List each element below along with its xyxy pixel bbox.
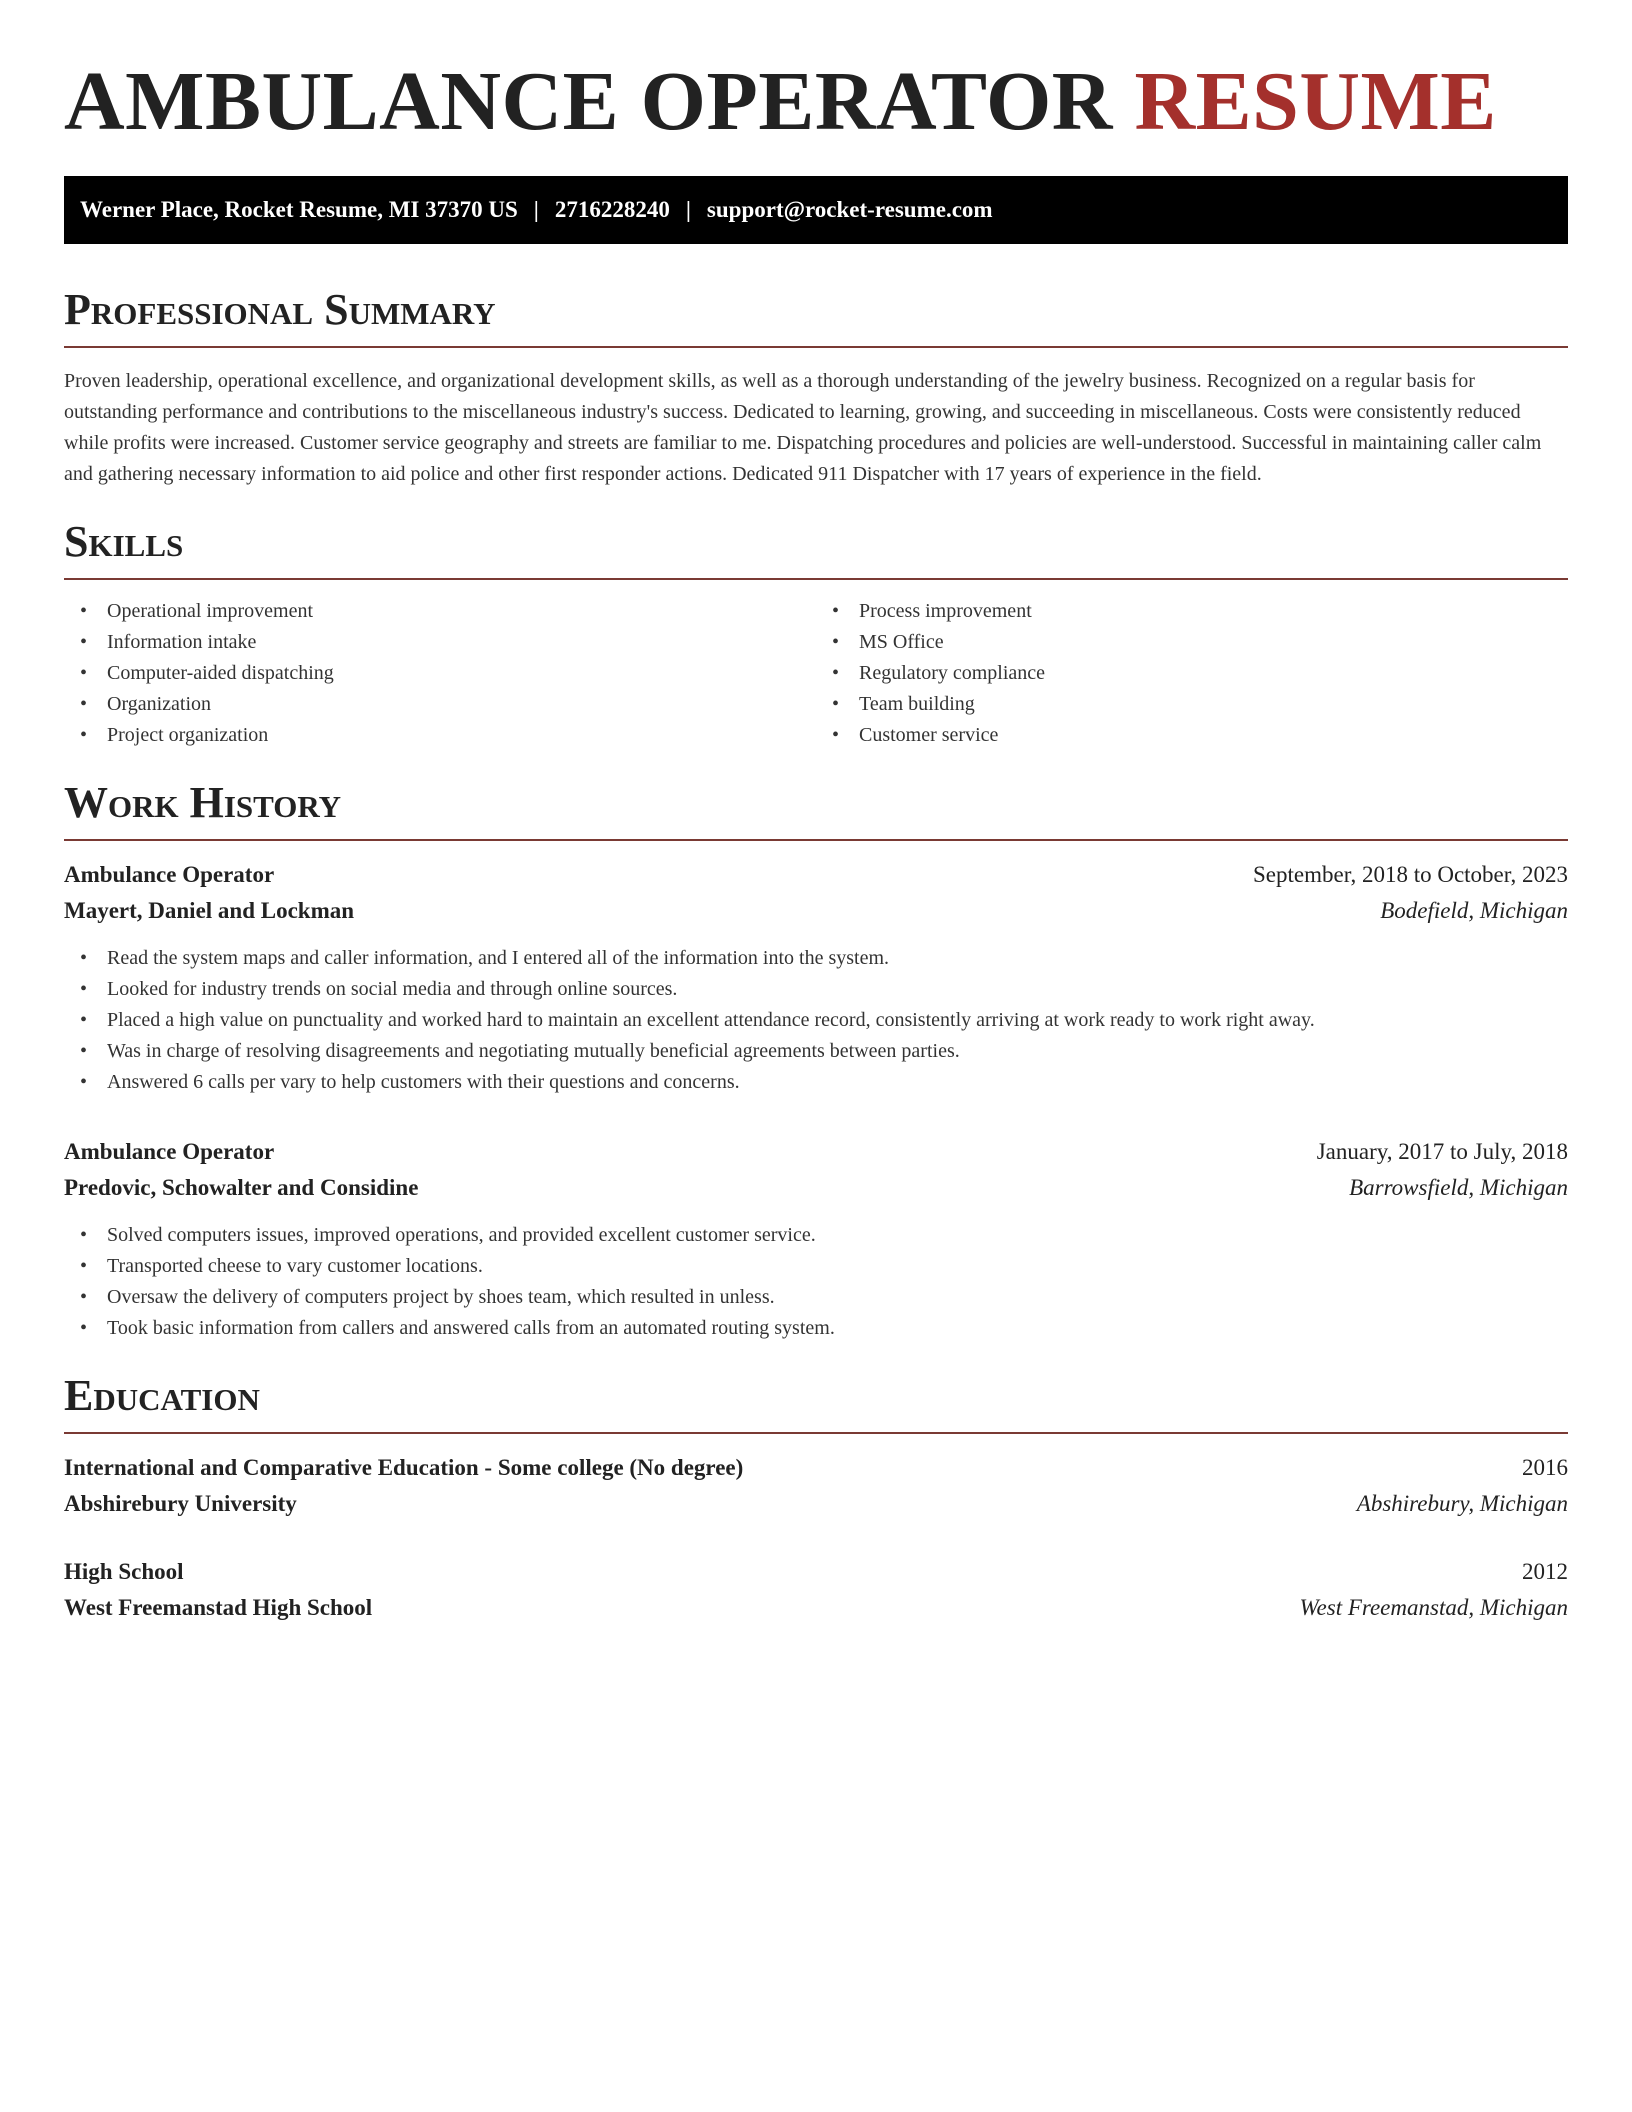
education-section — [64, 1370, 1568, 1626]
job-location: Barrowsfield, Michigan — [1349, 1175, 1568, 1200]
job-duty-item: • Oversaw the delivery of computers project by shoes team, which resulted in unless. — [107, 1282, 1568, 1313]
job-company: Predovic, Schowalter and Considine — [64, 1175, 419, 1200]
education-location: West Freemanstad, Michigan — [1299, 1595, 1568, 1620]
skill-item: • Team building — [859, 689, 1568, 720]
job-duty-item: • Answered 6 calls per vary to help customers with their questions and concerns. — [107, 1067, 1568, 1098]
skill-item: • Regulatory compliance — [859, 658, 1568, 689]
skill-item: • Information intake — [107, 627, 816, 658]
summary-section — [64, 284, 1568, 490]
job-duty-item: • Placed a high value on punctuality and worked hard to maintain an excellent attendance record, consistently arriving at work ready to work right away. — [107, 1005, 1568, 1036]
skills-section — [64, 516, 1568, 751]
education-school-row — [64, 1590, 1568, 1626]
work-history-heading: Work History — [64, 777, 1568, 841]
skill-item: • Project organization — [107, 720, 816, 751]
resume-title — [64, 52, 1568, 152]
education-degree-row — [64, 1554, 1568, 1590]
title-main: AMBULANCE OPERATOR — [64, 55, 1113, 148]
job-duty-item: • Read the system maps and caller information, and I entered all of the information into the system. — [107, 943, 1568, 974]
job-title: Ambulance Operator — [64, 1139, 275, 1164]
skills-column-left — [64, 596, 816, 751]
job-header-row — [64, 1134, 1568, 1170]
job-duties — [64, 1220, 1568, 1344]
job-duty-item: • Solved computers issues, improved operations, and provided excellent customer service. — [107, 1220, 1568, 1251]
contact-address: Werner Place, Rocket Resume, MI 37370 US — [80, 197, 518, 222]
education-degree: High School — [64, 1559, 184, 1584]
contact-email: support@rocket-resume.com — [706, 197, 993, 222]
skills-heading: Skills — [64, 516, 1568, 580]
education-entry — [64, 1554, 1568, 1626]
contact-separator: | — [533, 197, 539, 222]
job-company-row — [64, 1170, 1568, 1206]
job-dates: September, 2018 to October, 2023 — [1253, 862, 1568, 887]
education-year: 2016 — [1522, 1455, 1568, 1480]
skills-column-right — [816, 596, 1568, 751]
job-entry — [64, 857, 1568, 1098]
skill-item: • Operational improvement — [107, 596, 816, 627]
job-title: Ambulance Operator — [64, 862, 275, 887]
skill-item: • Customer service — [859, 720, 1568, 751]
contact-phone: 2716228240 — [554, 197, 670, 222]
education-entry — [64, 1450, 1568, 1522]
skill-item: • MS Office — [859, 627, 1568, 658]
skill-item: • Computer-aided dispatching — [107, 658, 816, 689]
job-company: Mayert, Daniel and Lockman — [64, 898, 355, 923]
education-heading: Education — [64, 1370, 1568, 1434]
job-dates: January, 2017 to July, 2018 — [1316, 1139, 1568, 1164]
title-accent: RESUME — [1134, 55, 1497, 148]
contact-separator: | — [685, 197, 691, 222]
summary-heading: Professional Summary — [64, 284, 1568, 348]
job-company-row — [64, 893, 1568, 929]
education-school: Abshirebury University — [64, 1491, 297, 1516]
job-header-row — [64, 857, 1568, 893]
education-location: Abshirebury, Michigan — [1356, 1491, 1568, 1516]
contact-bar — [64, 176, 1568, 244]
job-location: Bodefield, Michigan — [1380, 898, 1568, 923]
skill-item: • Process improvement — [859, 596, 1568, 627]
education-school-row — [64, 1486, 1568, 1522]
summary-text: Proven leadership, operational excellence, and organizational development skills, as well as a thorough understanding of the jewelry business. Recognized on a regular basis for outstanding performance and contributions to the miscellaneous industry's success. Dedicated to learning, growing, and succeeding in miscellaneous. Costs were consistently reduced while profits were increased. Customer service geography and streets are familiar to me. Dispatching procedures and policies are well-understood. Successful in maintaining caller calm and gathering necessary information to aid police and other first responder actions. Dedicated 911 Dispatcher with 17 years of experience in the field. — [64, 370, 1542, 485]
job-duty-item: • Was in charge of resolving disagreements and negotiating mutually beneficial agreements between parties. — [107, 1036, 1568, 1067]
job-duty-item: • Transported cheese to vary customer locations. — [107, 1251, 1568, 1282]
education-degree-row — [64, 1450, 1568, 1486]
education-school: West Freemanstad High School — [64, 1595, 373, 1620]
skills-grid — [64, 596, 1568, 751]
skill-item: • Organization — [107, 689, 816, 720]
education-year: 2012 — [1522, 1559, 1568, 1584]
job-duty-item: • Took basic information from callers and answered calls from an automated routing system. — [107, 1313, 1568, 1344]
job-duties — [64, 943, 1568, 1098]
job-duty-item: • Looked for industry trends on social media and through online sources. — [107, 974, 1568, 1005]
work-history-section — [64, 777, 1568, 1344]
education-degree: International and Comparative Education - Some college (No degree) — [64, 1455, 744, 1480]
job-entry — [64, 1134, 1568, 1344]
